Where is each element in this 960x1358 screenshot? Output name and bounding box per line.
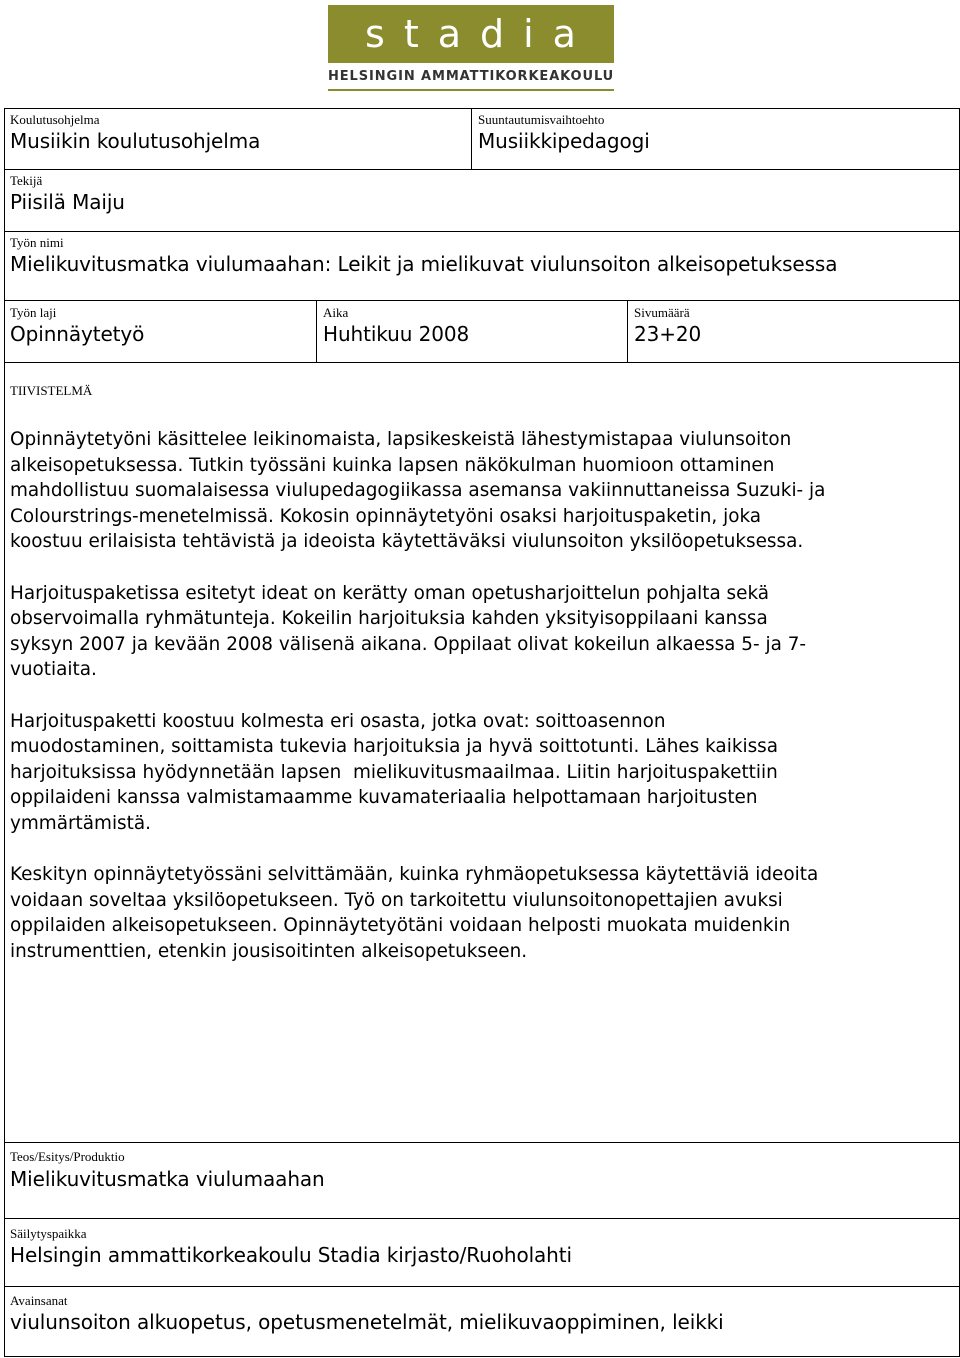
abstract-line: vuotiaita. [10,659,97,681]
column-divider [627,300,628,362]
tekija-value: Piisilä Maiju [10,190,125,214]
tiivistelma-body [10,427,955,990]
abstract-line: oppilaideni kanssa valmistamaamme kuvamateriaalia helpottamaan harjoitusten [10,787,758,809]
koulutusohjelma-label: Koulutusohjelma [10,112,100,127]
row-divider [5,1286,959,1287]
abstract-line: syksyn 2007 ja kevään 2008 välisenä aikana. Oppilaat olivat kokeilun alkaessa 5- ja 7- [10,633,807,655]
suuntautuminen-value: Musiikkipedagogi [478,129,650,153]
abstract-line: Colourstrings-menetelmissä. Kokosin opinnäytetyöni osaksi harjoituspaketin, joka [10,505,762,527]
logo-wordmark: stadia [365,12,595,56]
avainsanat-label: Avainsanat [10,1293,68,1308]
teos-value: Mielikuvitusmatka viulumaahan [10,1167,325,1191]
abstract-paragraph [10,581,955,683]
row-divider [5,231,959,232]
logo-underline [328,89,614,91]
sivumaara-value: 23+20 [634,322,702,346]
abstract-line: ymmärtämistä. [10,812,151,834]
abstract-line: muodostaminen, soittamista tukevia harjoituksia ja hyvä soittotunti. Lähes kaikissa [10,736,779,758]
column-divider [316,300,317,362]
abstract-line: voidaan soveltaa yksilöopetukseen. Työ on tarkoitettu viulunsoitonopettajien avuksi [10,889,783,911]
column-divider [471,109,472,169]
abstract-line: alkeisopetuksessa. Tutkin työssäni kuinka lapsen näkökulman huomioon ottaminen [10,454,775,476]
abstract-line: koostuu erilaisista tehtävistä ja ideoista käytettäväksi viulunsoiton yksilöopetuksessa. [10,531,804,553]
abstract-line: Keskityn opinnäytetyössäni selvittämään, kuinka ryhmäopetuksessa käytettäviä ideoita [10,864,819,886]
row-divider [5,362,959,363]
row-divider [5,1142,959,1143]
sivumaara-label: Sivumäärä [634,305,690,320]
aika-value: Huhtikuu 2008 [323,322,470,346]
sailytyspaikka-label: Säilytyspaikka [10,1226,87,1241]
row-divider [5,1218,959,1219]
row-divider [5,169,959,170]
sailytyspaikka-value: Helsingin ammattikorkeakoulu Stadia kirjasto/Ruoholahti [10,1243,572,1267]
teos-label: Teos/Esitys/Produktio [10,1149,125,1164]
abstract-line: mahdollistuu suomalaisessa viulupedagogiikassa asemansa vakiinnuttaneissa Suzuki- ja [10,480,826,502]
abstract-line: Harjoituspaketissa esitetyt ideat on kerätty oman opetusharjoittelun pohjalta sekä [10,582,770,604]
tyon-laji-label: Työn laji [10,305,57,320]
tyon-nimi-value: Mielikuvitusmatka viulumaahan: Leikit ja mielikuvat viulunsoiton alkeisopetuksessa [10,252,838,276]
abstract-line: instrumenttien, etenkin jousisoitinten alkeisopetukseen. [10,940,528,962]
stadia-logo [328,5,614,91]
tyon-laji-value: Opinnäytetyö [10,322,145,346]
avainsanat-value: viulunsoiton alkuopetus, opetusmenetelmät, mielikuvaoppiminen, leikki [10,1310,724,1334]
tekija-label: Tekijä [10,173,43,188]
koulutusohjelma-value: Musiikin koulutusohjelma [10,129,261,153]
row-divider [5,300,959,301]
logo-box [328,5,614,63]
abstract-line: Harjoituspaketti koostuu kolmesta eri osasta, jotka ovat: soittoasennon [10,710,666,732]
abstract-paragraph [10,427,955,555]
tiivistelma-heading: TIIVISTELMÄ [10,383,93,398]
abstract-paragraph [10,862,955,964]
abstract-line: observoimalla ryhmätunteja. Kokeilin harjoituksia kahden yksityisoppilaani kanssa [10,608,768,630]
abstract-form [4,108,960,1357]
abstract-line: oppilaiden alkeisopetukseen. Opinnäytetyötäni voidaan helposti muokata muidenkin [10,915,791,937]
abstract-line: harjoituksissa hyödynnetään lapsen mielikuvitusmaailmaa. Liitin harjoituspakettiin [10,761,778,783]
tyon-nimi-label: Työn nimi [10,235,64,250]
abstract-paragraph [10,709,955,837]
logo-subtitle: HELSINGIN AMMATTIKORKEAKOULU [328,69,615,84]
abstract-line: Opinnäytetyöni käsittelee leikinomaista, lapsikeskeistä lähestymistapaa viulunsoiton [10,429,792,450]
aika-label: Aika [323,305,349,320]
suuntautuminen-label: Suuntautumisvaihtoehto [478,112,605,127]
